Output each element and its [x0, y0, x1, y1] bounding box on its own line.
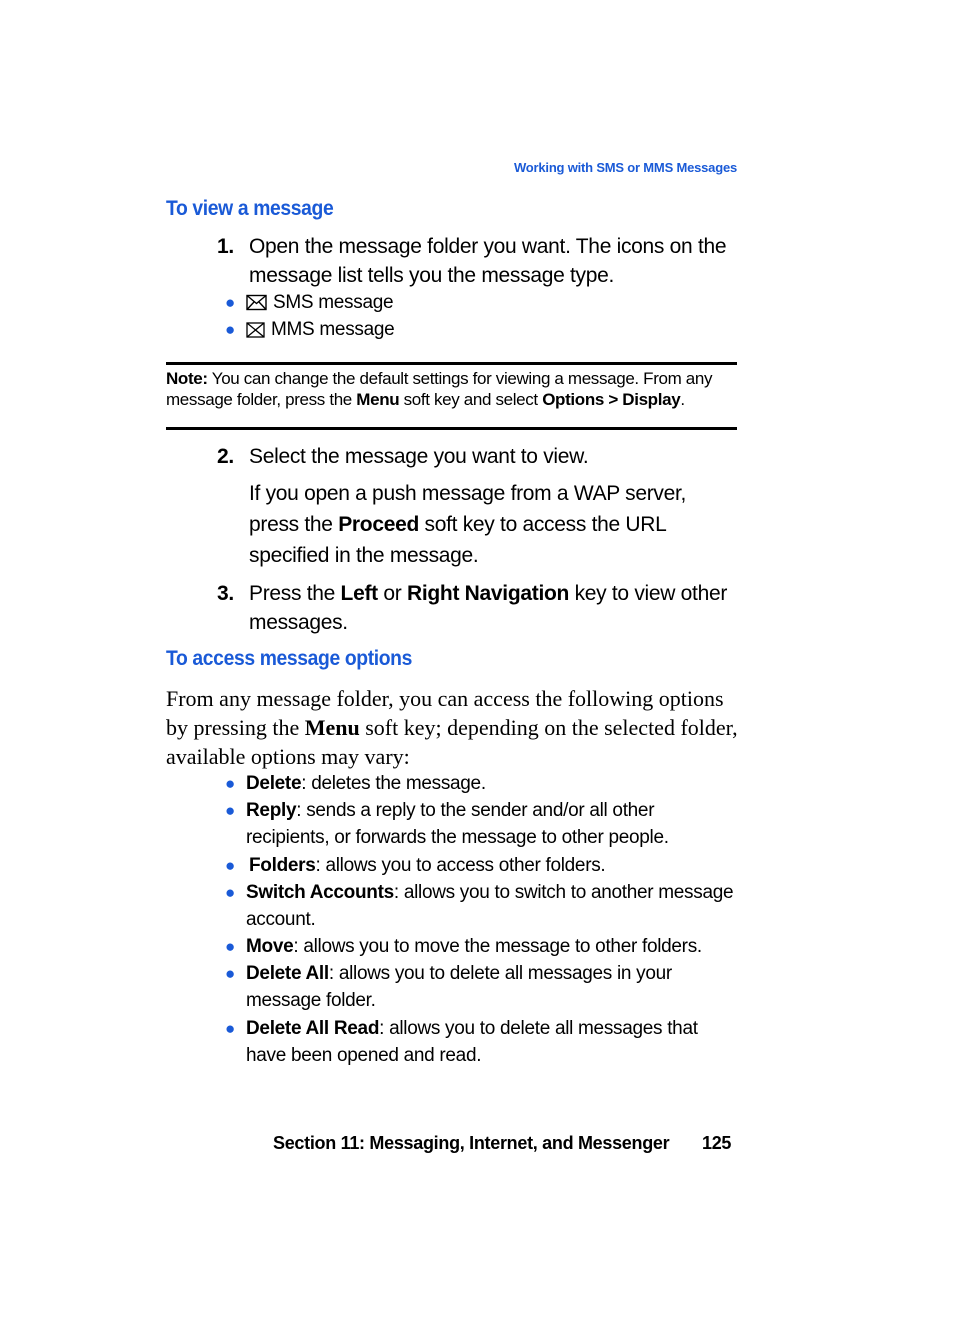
option-desc: : deletes the message. [301, 773, 486, 794]
option-body [246, 797, 740, 851]
option-desc: : allows you to switch to another message account. [246, 882, 734, 930]
bullet-dot: ● [225, 801, 235, 820]
option-term: Reply [246, 800, 297, 821]
note-box [166, 368, 741, 410]
option-desc: : allows you to access other folders. [315, 855, 606, 876]
option-term: Delete All Read [246, 1018, 380, 1039]
note-bottom-rule [166, 427, 737, 430]
option-body [246, 770, 740, 797]
bullet-dot: ● [225, 856, 235, 875]
step-text: Select the message you want to view. [249, 445, 589, 468]
note-text-c: . [680, 390, 685, 409]
option-desc: : allows you to delete all messages that have been opened and read. [246, 1018, 698, 1066]
page-number: 125 [702, 1133, 732, 1153]
step-text [249, 579, 737, 637]
page-footer [273, 1133, 732, 1154]
option-move [225, 933, 740, 960]
sms-envelope-icon [246, 294, 267, 311]
option-term: Switch Accounts [246, 882, 394, 903]
heading-message-options: To access message options [166, 647, 412, 670]
step-3-left: Left [340, 582, 378, 605]
bullet-dot: ● [225, 293, 235, 312]
option-switch-accounts [225, 879, 740, 933]
footer-section-title: Section 11: Messaging, Internet, and Messenger [273, 1133, 670, 1153]
intro-menu: Menu [304, 715, 360, 740]
icon-item-mms [225, 316, 740, 343]
option-reply [225, 797, 740, 851]
bullet-dot: ● [225, 883, 235, 902]
note-options: Options > Display [542, 390, 681, 409]
option-desc: : allows you to move the message to other folders. [293, 936, 702, 957]
detail-proceed: Proceed [338, 513, 419, 536]
icon-item-body [246, 289, 740, 316]
step-3 [217, 579, 737, 637]
option-desc: : allows you to delete all messages in your message folder. [246, 963, 672, 1011]
option-body [246, 1015, 740, 1069]
step-number: 3. [217, 582, 234, 605]
option-term: Delete All [246, 963, 329, 984]
note-top-rule [166, 362, 737, 365]
option-delete [225, 770, 740, 797]
mms-envelope-icon [246, 322, 265, 338]
intro-text-a: From any message folder, you can access the following options by pressing the [166, 686, 724, 740]
option-desc: : sends a reply to the sender and/or all other recipients, or forwards the message to other people. [246, 800, 669, 848]
intro-text-b: soft key; depending on the selected folder, available options may vary: [166, 715, 738, 769]
heading-view-message: To view a message [166, 197, 334, 220]
option-delete-all [225, 960, 740, 1014]
option-body [246, 879, 740, 933]
note-text-a: You can change the default settings for viewing a message. From any message folder, press the [166, 369, 713, 409]
step-3-right-nav: Right Navigation [407, 582, 570, 605]
bullet-dot: ● [225, 1019, 235, 1038]
step-2 [217, 442, 737, 571]
option-term: Delete [246, 773, 302, 794]
step-1 [217, 232, 737, 290]
option-body [246, 960, 740, 1014]
step-3-text-b: or [377, 582, 407, 605]
icon-item-label: MMS message [271, 319, 395, 340]
step-2-detail [249, 478, 737, 571]
option-term: Folders [249, 855, 316, 876]
bullet-dot: ● [225, 320, 235, 339]
bullet-dot: ● [225, 937, 235, 956]
step-text: Open the message folder you want. The icons on the message list tells you the message type. [249, 235, 727, 287]
option-delete-all-read [225, 1015, 740, 1069]
step-number: 2. [217, 445, 234, 468]
option-folders [225, 852, 740, 879]
step-3-text-a: Press the [249, 582, 341, 605]
icon-item-body [246, 316, 740, 343]
detail-text-a: If you open a push message from a WAP server, press the [249, 482, 687, 536]
step-3-text-c: key to view other messages. [249, 582, 728, 634]
note-label: Note: [166, 369, 208, 388]
options-intro [166, 684, 741, 771]
icon-item-sms [225, 289, 740, 316]
icon-item-label: SMS message [273, 292, 394, 313]
running-header: Working with SMS or MMS Messages [513, 160, 737, 175]
bullet-dot: ● [225, 774, 235, 793]
option-body [246, 933, 740, 960]
option-body [249, 852, 740, 879]
note-text-b: soft key and select [399, 390, 543, 409]
step-number: 1. [217, 235, 234, 258]
note-menu: Menu [356, 390, 400, 409]
detail-text-b: soft key to access the URL specified in the message. [249, 513, 666, 567]
bullet-dot: ● [225, 964, 235, 983]
option-term: Move [246, 936, 294, 957]
